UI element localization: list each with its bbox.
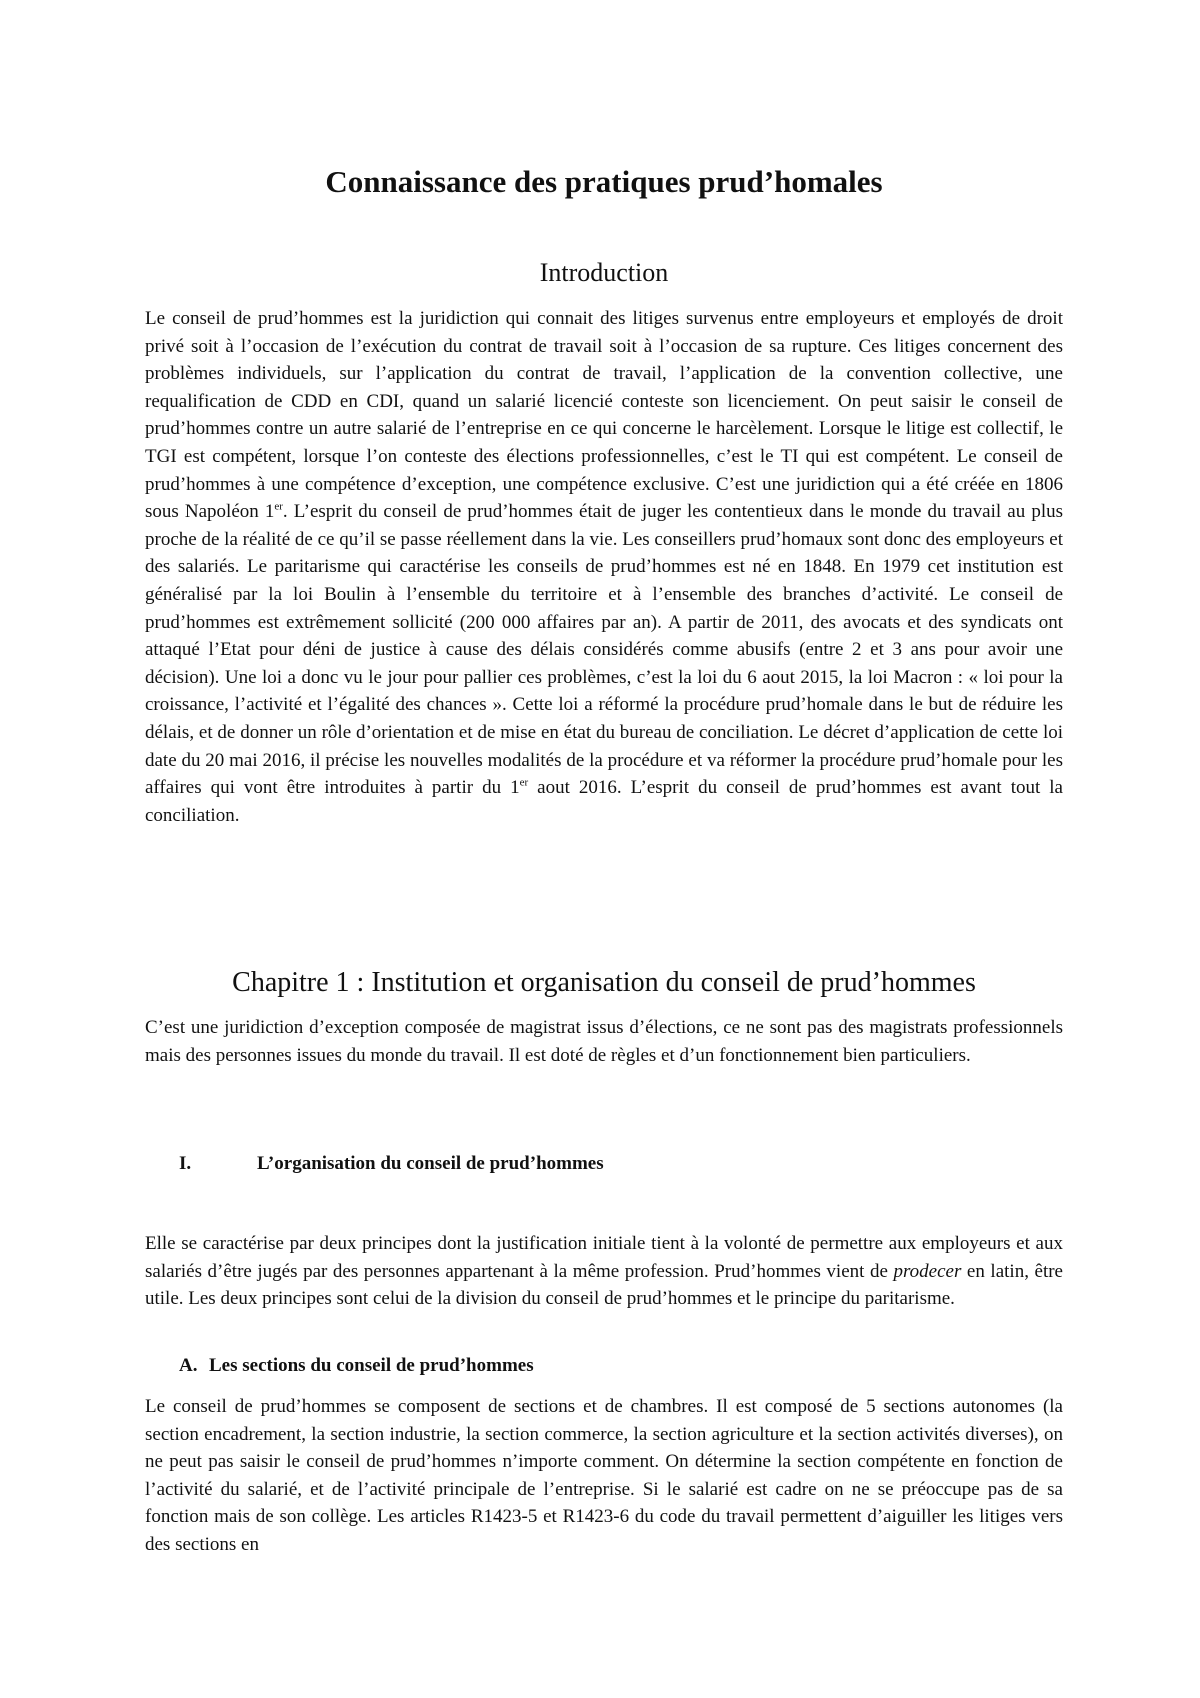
section-I-text-before: Elle se caractérise par deux principes dont la justification initiale tient à la volonté de permettre aux employeurs et aux salariés d’être jugés par des personnes appartenant à la même profession. Prud’hommes vient de — [145, 1233, 1063, 1282]
intro-text-part-1: Le conseil de prud’hommes est la juridiction qui connait des litiges survenus entre employeurs et employés de droit privé soit à l’occasion de l’exécution du contrat de travail soit à l’occasion de sa rupture. Ces litiges concernent des problèmes individuels, sur l’application du contrat de travail, l’application de la convention collective, une requalification de CDD en CDI, quand un salarié licencié conteste son licenciement. On peut saisir le conseil de prud’hommes contre un autre salarié de l’entreprise en ce qui concerne le harcèlement. Lorsque le litige est collectif, le TGI est compétent, lorsque l’on conteste des élections professionnelles, c’est le TI qui est compétent. Le conseil de prud’hommes à une compétence d’exception, une compétence exclusive. C’est une juridiction qui a été créée en 1806 sous Napoléon 1 — [145, 308, 1063, 523]
subsection-A-title: Les sections du conseil de prud’hommes — [209, 1355, 534, 1376]
intro-text-part-3: aout 2016. L’esprit du conseil de prud’hommes est avant tout la conciliation. — [145, 777, 1063, 826]
chapter-1-heading: Chapitre 1 : Institution et organisation du conseil de prud’hommes — [232, 967, 976, 998]
section-I-italic-term: prodecer — [893, 1260, 962, 1282]
document-title: Connaissance des pratiques prud’homales — [325, 164, 883, 199]
section-I-title: L’organisation du conseil de prud’hommes — [257, 1153, 604, 1174]
section-I-heading — [179, 1150, 604, 1178]
subsection-A-number: A. — [179, 1355, 198, 1376]
subsection-A-heading — [179, 1352, 534, 1380]
introduction-paragraph — [145, 305, 1063, 829]
intro-superscript-2: er — [519, 776, 529, 789]
section-I-number: I. — [179, 1153, 192, 1174]
subsection-A-paragraph: Le conseil de prud’hommes se composent de sections et de chambres. Il est composé de 5 sections autonomes (la section encadrement, la section industrie, la section commerce, la section agriculture et la section activités diverses), on ne peut pas saisir le conseil de prud’hommes n’importe comment. On détermine la section compétente en fonction de l’activité du salarié, et de l’activité principale de l’entreprise. Si le salarié est cadre on ne se préoccupe pas de sa fonction mais de son collège. Les articles R1423-5 et R1423-6 du code du travail permettent d’aiguiller les litiges vers des sections en — [145, 1396, 1063, 1555]
introduction-heading: Introduction — [539, 258, 669, 287]
intro-superscript-1: er — [274, 500, 283, 513]
section-I-paragraph — [145, 1230, 1063, 1313]
chapter-1-paragraph: C’est une juridiction d’exception composée de magistrat issus d’élections, ce ne sont pas des magistrats professionnels mais des personnes issues du monde du travail. Il est doté de règles et d’un fonctionnement bien particuliers. — [145, 1017, 1063, 1066]
section-I-text-after: en latin, être utile. Les deux principes sont celui de la division du conseil de prud’hommes et le principe du paritarisme. — [145, 1260, 1063, 1310]
intro-text-part-2: . L’esprit du conseil de prud’hommes était de juger les contentieux dans le monde du travail au plus proche de la réalité de ce qu’il se passe réellement dans la vie. Les conseillers prud’homaux sont donc des employeurs et des salariés. Le paritarisme qui caractérise les conseils de prud’hommes est né en 1848. En 1979 cet institution est généralisé par la loi Boulin à l’ensemble du territoire et à l’ensemble des branches d’activité. Le conseil de prud’hommes est extrêmement sollicité (200 000 affaires par an). A partir de 2011, des avocats et des syndicats ont attaqué l’Etat pour déni de justice à cause des délais considérés comme abusifs (entre 2 et 3 ans pour avoir une décision). Une loi a donc vu le jour pour pallier ces problèmes, c’est la loi du 6 aout 2015, la loi Macron : « loi pour la croissance, l’activité et l’égalité des chances ». Cette loi a réformé la procédure prud’homale dans le but de réduire les délais, et de donner un rôle d’orientation et de mise en état du bureau de conciliation. Le décret d’application de cette loi date du 20 mai 2016, il précise les nouvelles modalités de la procédure et va réformer la procédure prud’homale pour les affaires qui vont être introduites à partir du 1 — [145, 501, 1063, 799]
